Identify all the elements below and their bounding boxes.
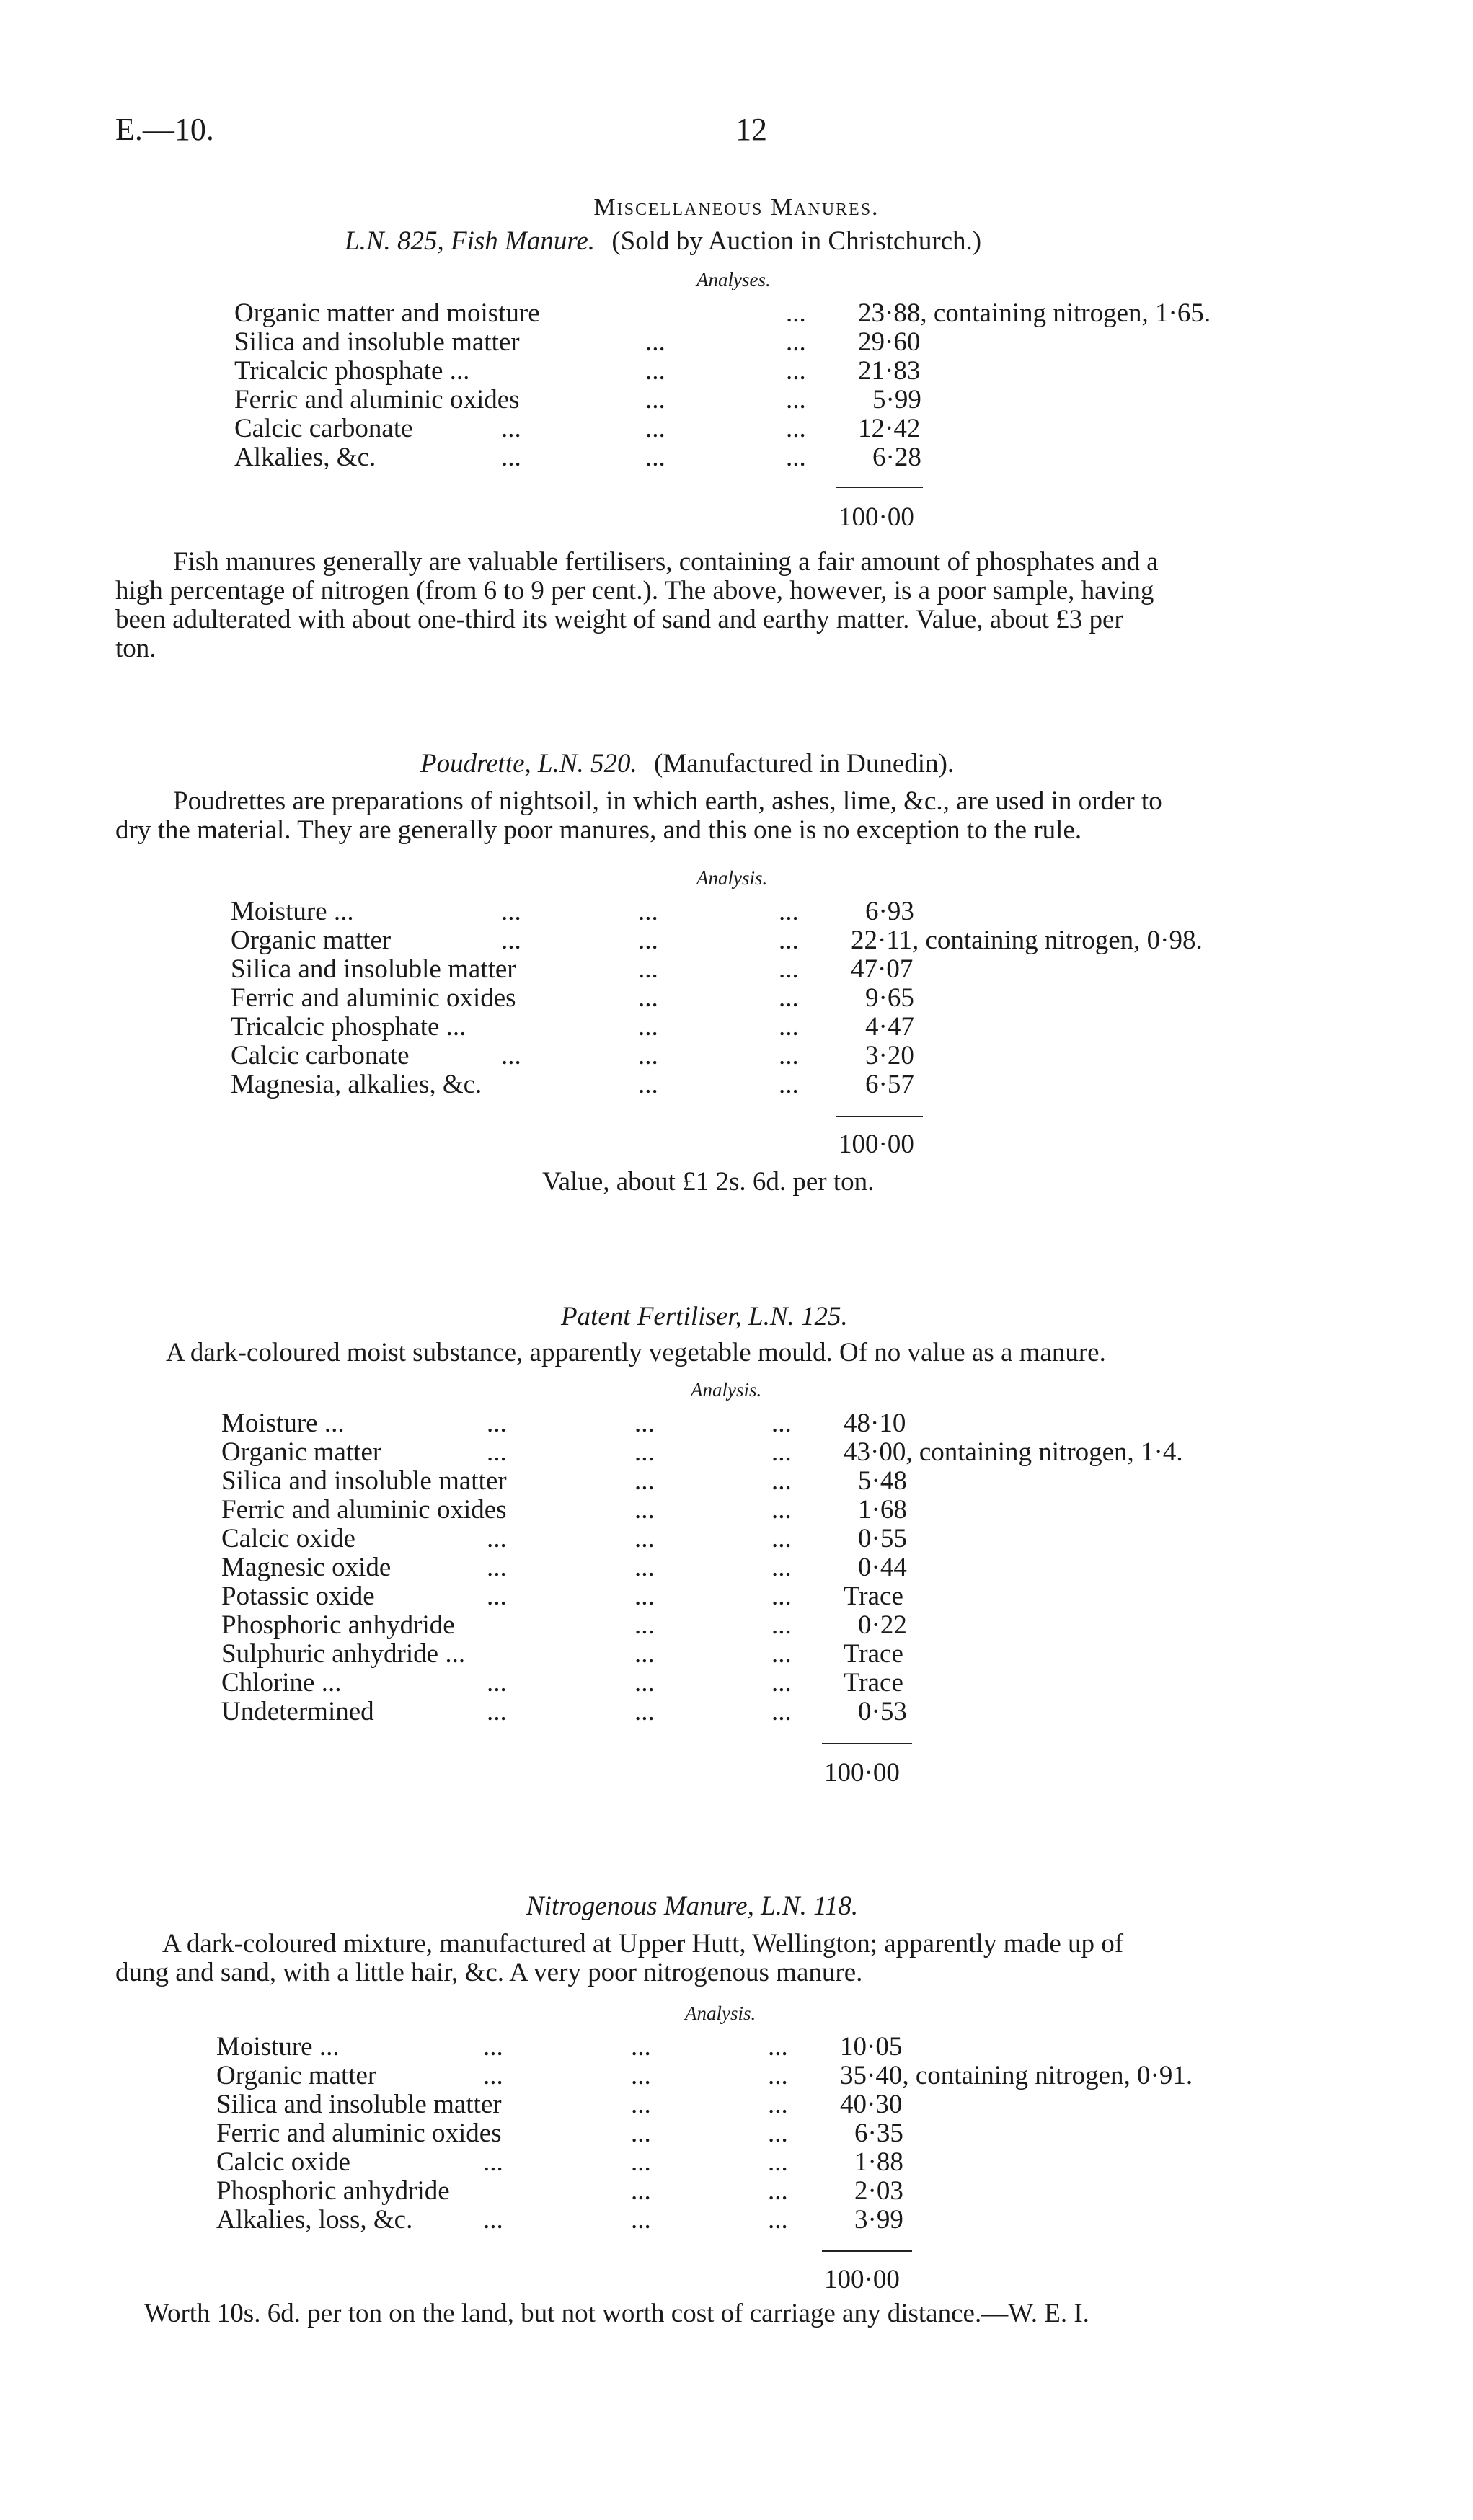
row-value: 12·42: [858, 414, 921, 443]
fish-text-line-3: been adulterated with about one-third its weight of sand and earthy matter. Value, about £3 per: [115, 605, 1123, 634]
leader-dots: ...: [501, 897, 521, 926]
row-value: 3·20: [865, 1041, 914, 1070]
leader-dots: ...: [631, 2032, 651, 2062]
leader-dots: ...: [771, 1668, 792, 1698]
leader-dots: ...: [779, 926, 799, 955]
leader-dots: ...: [487, 1697, 507, 1726]
row-label: Undetermined: [221, 1697, 374, 1726]
fish-analysis-label: Analyses.: [696, 269, 771, 290]
leader-dots: ...: [645, 356, 665, 386]
row-label: Calcic oxide: [216, 2147, 350, 2177]
leader-dots: ...: [634, 1408, 655, 1438]
row-value: 48·10: [844, 1408, 906, 1438]
leader-dots: ...: [631, 2119, 651, 2148]
row-value: 9·65: [865, 983, 914, 1013]
row-label: Tricalcic phosphate ...: [234, 356, 470, 386]
row-label: Organic matter: [231, 926, 392, 955]
row-label: Silica and insoluble matter: [231, 954, 516, 984]
total-rule: [822, 2250, 912, 2252]
leader-dots: ...: [638, 954, 658, 984]
leader-dots: ...: [771, 1581, 792, 1611]
row-value: Trace: [844, 1668, 903, 1698]
row-value: 2·03: [854, 2176, 903, 2206]
poudrette-title: [420, 750, 954, 778]
leader-dots: ...: [786, 414, 806, 443]
row-value: 6·28: [872, 443, 921, 472]
row-label: Organic matter and moisture: [234, 298, 540, 328]
row-value: 10·05: [840, 2032, 903, 2062]
row-label: Silica and insoluble matter: [234, 327, 520, 357]
fish-total: 100·00: [839, 502, 914, 532]
row-value: 5·48: [858, 1466, 907, 1496]
row-value: 23·88, containing nitrogen, 1·65.: [858, 298, 1211, 328]
leader-dots: ...: [638, 983, 658, 1013]
leader-dots: ...: [634, 1437, 655, 1467]
leader-dots: ...: [779, 1041, 799, 1070]
row-label: Alkalies, loss, &c.: [216, 2205, 413, 2235]
leader-dots: ...: [638, 1012, 658, 1042]
total-rule: [836, 1116, 923, 1117]
row-label: Silica and insoluble matter: [216, 2090, 502, 2119]
leader-dots: ...: [771, 1553, 792, 1582]
leader-dots: ...: [634, 1639, 655, 1669]
leader-dots: ...: [483, 2032, 503, 2062]
row-label: Alkalies, &c.: [234, 443, 376, 472]
leader-dots: ...: [771, 1610, 792, 1640]
fish-text-line-4: ton.: [115, 634, 156, 663]
row-value: 5·99: [872, 385, 921, 414]
leader-dots: ...: [487, 1524, 507, 1553]
row-value: 0·22: [858, 1610, 907, 1640]
row-value: 1·68: [858, 1495, 907, 1525]
row-value: 3·99: [854, 2205, 903, 2235]
page-header: [115, 112, 1428, 151]
leader-dots: ...: [771, 1697, 792, 1726]
row-value: 29·60: [858, 327, 921, 357]
leader-dots: ...: [631, 2176, 651, 2206]
total-rule: [836, 487, 923, 488]
row-label: Ferric and aluminic oxides: [234, 385, 520, 414]
total-rule: [822, 1743, 912, 1744]
leader-dots: ...: [634, 1581, 655, 1611]
row-label: Ferric and aluminic oxides: [231, 983, 516, 1013]
row-value: 6·57: [865, 1070, 914, 1099]
leader-dots: ...: [634, 1610, 655, 1640]
leader-dots: ...: [634, 1466, 655, 1496]
leader-dots: ...: [631, 2147, 651, 2177]
leader-dots: ...: [779, 1012, 799, 1042]
row-value: 21·83: [858, 356, 921, 386]
leader-dots: ...: [779, 954, 799, 984]
leader-dots: ...: [768, 2176, 788, 2206]
row-label: Sulphuric anhydride ...: [221, 1639, 466, 1669]
patent-analysis-label: Analysis.: [691, 1379, 762, 1401]
row-label: Ferric and aluminic oxides: [221, 1495, 507, 1525]
leader-dots: ...: [779, 897, 799, 926]
patent-fertiliser-name: Patent Fertiliser, L.N. 125.: [561, 1302, 848, 1331]
row-label: Moisture ...: [221, 1408, 345, 1438]
leader-dots: ...: [786, 298, 806, 328]
leader-dots: ...: [768, 2090, 788, 2119]
row-value: 6·93: [865, 897, 914, 926]
poudrette-total: 100·00: [839, 1130, 914, 1159]
document-reference: E.—10.: [115, 112, 214, 147]
row-label: Phosphoric anhydride: [221, 1610, 455, 1640]
row-value: 1·88: [854, 2147, 903, 2177]
row-label: Chlorine ...: [221, 1668, 342, 1698]
fish-manure-source: (Sold by Auction in Christchurch.): [611, 226, 982, 256]
leader-dots: ...: [645, 385, 665, 414]
row-label: Tricalcic phosphate ...: [231, 1012, 466, 1042]
poudrette-analysis-label: Analysis.: [696, 867, 768, 889]
patent-total: 100·00: [824, 1758, 900, 1788]
leader-dots: ...: [634, 1553, 655, 1582]
nitrogenous-manure-title: [526, 1892, 858, 1921]
leader-dots: ...: [771, 1437, 792, 1467]
leader-dots: ...: [638, 1070, 658, 1099]
nitrogenous-intro-line-2: dung and sand, with a little hair, &c. A very poor nitrogenous manure.: [115, 1958, 863, 1987]
patent-fertiliser-title: [561, 1303, 848, 1331]
row-value: 47·07: [851, 954, 914, 984]
leader-dots: ...: [483, 2205, 503, 2235]
row-label: Potassic oxide: [221, 1581, 375, 1611]
row-value: 35·40, containing nitrogen, 0·91.: [840, 2061, 1193, 2090]
leader-dots: ...: [634, 1495, 655, 1525]
row-value: 0·55: [858, 1524, 907, 1553]
patent-intro: A dark-coloured moist substance, apparently vegetable mould. Of no value as a manure.: [166, 1338, 1106, 1367]
leader-dots: ...: [768, 2147, 788, 2177]
leader-dots: ...: [768, 2119, 788, 2148]
leader-dots: ...: [631, 2061, 651, 2090]
row-value: Trace: [844, 1581, 903, 1611]
row-label: Silica and insoluble matter: [221, 1466, 507, 1496]
row-value: 6·35: [854, 2119, 903, 2148]
leader-dots: ...: [786, 356, 806, 386]
fish-manure-title: [345, 227, 981, 256]
leader-dots: ...: [501, 414, 521, 443]
leader-dots: ...: [631, 2205, 651, 2235]
leader-dots: ...: [487, 1437, 507, 1467]
leader-dots: ...: [779, 983, 799, 1013]
nitrogenous-closing-note: Worth 10s. 6d. per ton on the land, but not worth cost of carriage any distance.—W. E. I.: [144, 2299, 1089, 2328]
row-label: Phosphoric anhydride: [216, 2176, 450, 2206]
row-label: Moisture ...: [231, 897, 354, 926]
nitrogenous-total: 100·00: [824, 2265, 900, 2294]
nitrogenous-analysis-label: Analysis.: [685, 2002, 756, 2024]
row-value: 40·30: [840, 2090, 903, 2119]
row-value: 0·53: [858, 1697, 907, 1726]
leader-dots: ...: [786, 385, 806, 414]
leader-dots: ...: [501, 926, 521, 955]
leader-dots: ...: [487, 1668, 507, 1698]
row-label: Organic matter: [221, 1437, 382, 1467]
section-title: Miscellaneous Manures.: [593, 194, 880, 221]
leader-dots: ...: [634, 1697, 655, 1726]
fish-text-line-2: high percentage of nitrogen (from 6 to 9 per cent.). The above, however, is a poor sample, having: [115, 576, 1154, 605]
leader-dots: ...: [771, 1524, 792, 1553]
poudrette-source: (Manufactured in Dunedin).: [654, 749, 955, 778]
leader-dots: ...: [634, 1524, 655, 1553]
leader-dots: ...: [631, 2090, 651, 2119]
leader-dots: ...: [786, 327, 806, 357]
leader-dots: ...: [645, 414, 665, 443]
leader-dots: ...: [487, 1553, 507, 1582]
nitrogenous-manure-name: Nitrogenous Manure, L.N. 118.: [526, 1891, 859, 1921]
row-label: Organic matter: [216, 2061, 377, 2090]
leader-dots: ...: [501, 1041, 521, 1070]
leader-dots: ...: [487, 1581, 507, 1611]
row-label: Moisture ...: [216, 2032, 340, 2062]
leader-dots: ...: [483, 2147, 503, 2177]
leader-dots: ...: [638, 926, 658, 955]
row-label: Calcic oxide: [221, 1524, 355, 1553]
leader-dots: ...: [501, 443, 521, 472]
row-value: 4·47: [865, 1012, 914, 1042]
poudrette-name: Poudrette, L.N. 520.: [420, 749, 637, 778]
leader-dots: ...: [645, 443, 665, 472]
leader-dots: ...: [779, 1070, 799, 1099]
poudrette-intro-line-2: dry the material. They are generally poor manures, and this one is no exception to the rule.: [115, 815, 1082, 845]
leader-dots: ...: [771, 1495, 792, 1525]
nitrogenous-intro-line-1: A dark-coloured mixture, manufactured at Upper Hutt, Wellington; apparently made up of: [162, 1929, 1124, 1958]
leader-dots: ...: [768, 2061, 788, 2090]
row-label: Calcic carbonate: [234, 414, 413, 443]
poudrette-value: Value, about £1 2s. 6d. per ton.: [542, 1167, 875, 1197]
row-label: Calcic carbonate: [231, 1041, 410, 1070]
page-number: 12: [735, 112, 767, 147]
leader-dots: ...: [638, 897, 658, 926]
leader-dots: ...: [771, 1639, 792, 1669]
row-value: 0·44: [858, 1553, 907, 1582]
row-label: Magnesia, alkalies, &c.: [231, 1070, 482, 1099]
fish-text-line-1: Fish manures generally are valuable fertilisers, containing a fair amount of phosphates and a: [173, 547, 1159, 577]
row-value: 22·11, containing nitrogen, 0·98.: [851, 926, 1203, 955]
leader-dots: ...: [768, 2032, 788, 2062]
leader-dots: ...: [487, 1408, 507, 1438]
leader-dots: ...: [483, 2061, 503, 2090]
fish-manure-name: L.N. 825, Fish Manure.: [345, 226, 596, 256]
leader-dots: ...: [768, 2205, 788, 2235]
leader-dots: ...: [771, 1466, 792, 1496]
leader-dots: ...: [786, 443, 806, 472]
poudrette-intro-line-1: Poudrettes are preparations of nightsoil, in which earth, ashes, lime, &c., are used in order to: [173, 786, 1162, 816]
leader-dots: ...: [771, 1408, 792, 1438]
row-label: Magnesic oxide: [221, 1553, 392, 1582]
row-value: Trace: [844, 1639, 903, 1669]
leader-dots: ...: [634, 1668, 655, 1698]
leader-dots: ...: [645, 327, 665, 357]
row-value: 43·00, containing nitrogen, 1·4.: [844, 1437, 1183, 1467]
leader-dots: ...: [638, 1041, 658, 1070]
row-label: Ferric and aluminic oxides: [216, 2119, 502, 2148]
